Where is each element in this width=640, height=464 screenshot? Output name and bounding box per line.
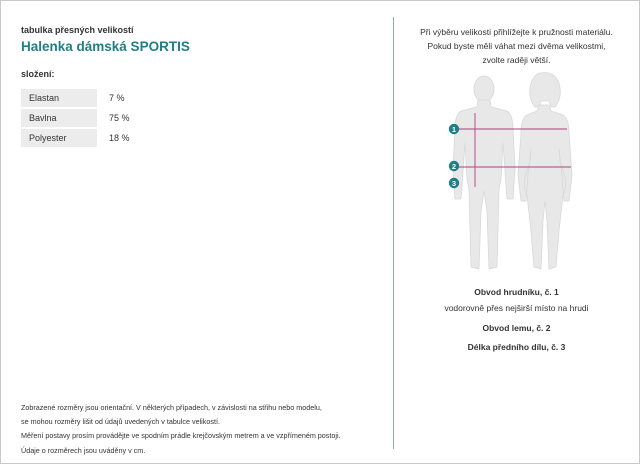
- measurement-guide: [394, 1, 639, 463]
- note-line: Údaje o rozměrech jsou uváděny v cm.: [21, 445, 146, 455]
- measure-1-description: vodorovně přes nejširší místo na hrudi: [444, 303, 589, 313]
- guide-intro: [394, 25, 639, 67]
- material-name: Elastan: [21, 89, 97, 107]
- marker-1-icon: [449, 124, 459, 134]
- marker-1-label: 1: [451, 124, 457, 134]
- marker-3-icon: [449, 178, 459, 188]
- table-row: [21, 109, 149, 127]
- measure-3-title: Délka předního dílu, č. 3: [467, 342, 566, 352]
- table-row: [21, 129, 149, 147]
- note-line: se mohou rozměry lišit od údajů uvedených v tabulce velikostí.: [21, 417, 220, 427]
- male-figure-icon: [453, 76, 515, 269]
- size-table-kicker: tabulka přesných velikostí: [21, 25, 134, 35]
- product-title: Halenka dámská SPORTIS: [21, 39, 190, 54]
- composition-label: složení:: [21, 69, 55, 79]
- intro-line: Při výběru velikosti přihlížejte k pružnosti materiálu.: [420, 27, 613, 37]
- intro-line: zvolte raději větší.: [482, 55, 551, 65]
- composition-table: [21, 87, 149, 149]
- measurement-note: [21, 401, 361, 458]
- material-name: Polyester: [21, 129, 97, 147]
- material-percent: 7 %: [109, 93, 125, 103]
- material-percent: 75 %: [109, 113, 130, 123]
- female-figure-icon: [518, 73, 572, 269]
- table-row: [21, 89, 149, 107]
- note-line: Měření postavy prosím provádějte ve spodním prádle krejčovským metrem a ve vzpřímeném postoji.: [21, 431, 341, 441]
- marker-2-icon: [449, 161, 459, 171]
- left-column: [21, 1, 381, 463]
- intro-line: Pokud byste měli váhat mezi dvěma velikostmi,: [427, 41, 606, 51]
- material-percent: 18 %: [109, 133, 130, 143]
- material-name: Bavlna: [21, 109, 97, 127]
- measure-2-title: Obvod lemu, č. 2: [482, 323, 551, 333]
- body-figures-illustration: [441, 71, 591, 281]
- marker-3-label: 3: [451, 178, 457, 188]
- marker-2-label: 2: [451, 161, 457, 171]
- note-line: Zobrazené rozměry jsou orientační. V některých případech, v závislosti na střihu nebo modelu,: [21, 403, 322, 412]
- measure-1-title: Obvod hrudníku, č. 1: [474, 287, 559, 297]
